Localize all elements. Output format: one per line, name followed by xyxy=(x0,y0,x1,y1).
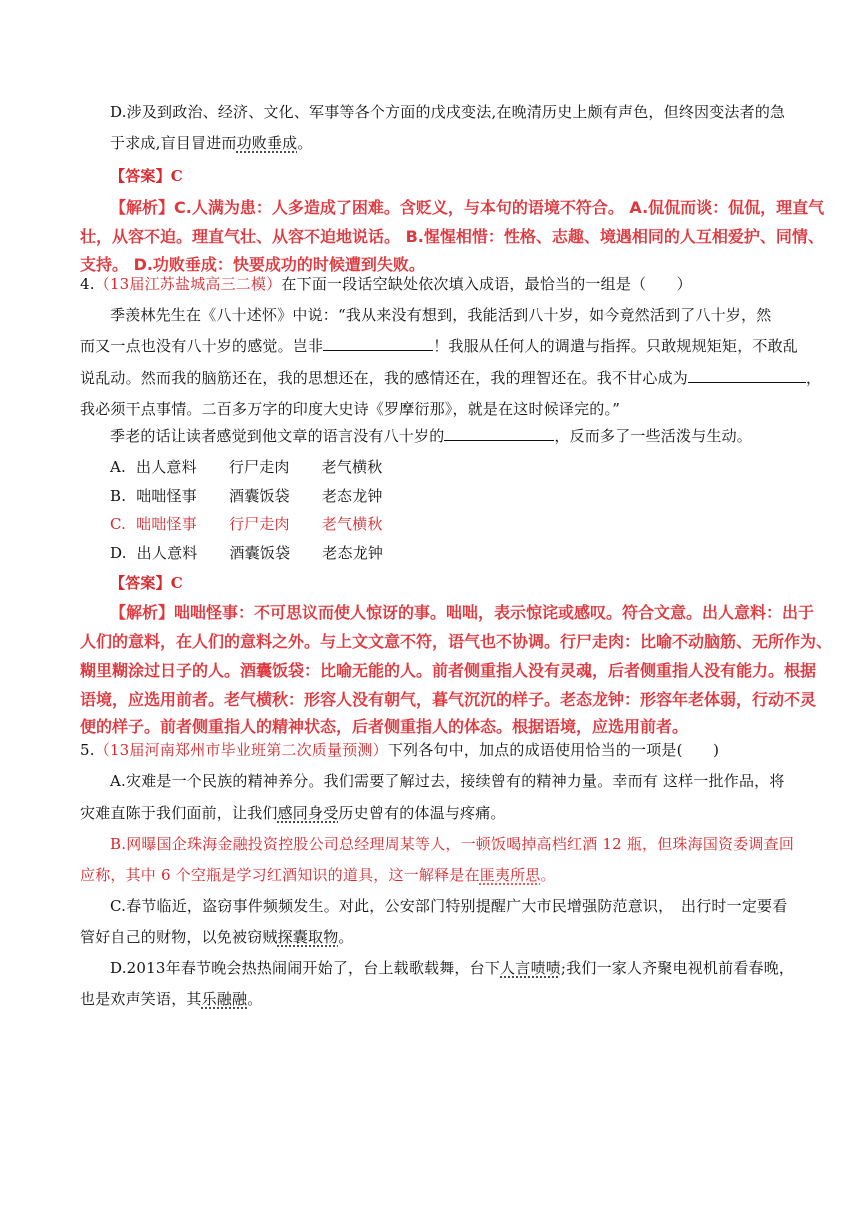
dotted-idiom: 人言啧啧 xyxy=(500,959,561,977)
dotted-idiom: 功败垂成 xyxy=(236,134,298,152)
fill-blank-3 xyxy=(444,426,554,441)
dotted-idiom: 乐融融 xyxy=(201,990,248,1008)
q3-answer: 【答案】C xyxy=(110,167,183,185)
q4-explanation-line3: 糊里糊涂过日子的人。酒囊饭袋：比喻无能的人。前者侧重指人没有灵魂，后者侧重指人没有能力。根据 xyxy=(80,661,817,680)
q4-explanation-line5: 便的样子。前者侧重指人的精神状态，后者侧重指人的体态。根据语境，应选用前者。 xyxy=(80,717,689,736)
dotted-idiom: 感同身受 xyxy=(277,804,339,822)
q3-explanation-line2: 壮，从容不迫。理直气壮、从容不迫地说话。 B.惺惺相惜：性格、志趣、境遇相同的人互相爱护、同情、 xyxy=(80,227,824,246)
q5-option-b-line2: 应称，其中 6 个空瓶是学习红酒知识的道具，这一解释是在匪夷所思。 xyxy=(80,866,556,884)
q4-passage-line2: 而又一点也没有八十岁的感觉。岂非 ！我服从任何人的调遣与指挥。只敢规规矩矩，不敢乱 xyxy=(80,337,799,355)
fill-blank-2 xyxy=(688,368,806,383)
q4-explanation-line2: 人们的意料，在人们的意料之外。与上文文意不符，语气也不协调。行尸走肉：比喻不动脑筋、无所作为、 xyxy=(80,632,833,651)
q5-option-b-line1: B.网曝国企珠海金融投资控股公司总经理周某等人，一顿饭喝掉高档红酒 12 瓶，但珠海国资委调查回 xyxy=(110,835,795,853)
q4-option-c: C. 咄咄怪事 行尸走肉 老气横秋 xyxy=(110,515,383,533)
q3-option-d-line2: 于求成,盲目冒进而功败垂成。 xyxy=(110,134,313,152)
q5-option-a-line2: 灾难直陈于我们面前，让我们感同身受历史曾有的体温与疼痛。 xyxy=(80,804,506,822)
q5-option-d-line2: 也是欢声笑语，其乐融融。 xyxy=(80,990,263,1008)
q4-option-b: B. 咄咄怪事 酒囊饭袋 老态龙钟 xyxy=(110,487,383,505)
q3-explanation-line1: 【解析】C.人满为患：人多造成了困难。含贬义，与本句的语境不符合。 A.侃侃而谈：侃侃，理直气 xyxy=(110,198,825,217)
q4-passage-line1: 季羡林先生在《八十述怀》中说：“我从来没有想到，我能活到八十岁，如今竟然活到了八十岁，然 xyxy=(110,306,772,324)
q5-source: （13届河南郑州市毕业班第二次质量预测） xyxy=(94,741,388,759)
q4-option-a: A. 出人意料 行尸走肉 老气横秋 xyxy=(110,458,383,476)
q4-stem: 4.（13届江苏盐城高三二模）在下面一段话空缺处依次填入成语，最恰当的一组是（ ） xyxy=(80,275,692,293)
dotted-idiom: 匪夷所思 xyxy=(479,866,541,884)
q4-passage-line4: 我必须干点事情。二百多万字的印度大史诗《罗摩衍那》，就是在这时候译完的。” xyxy=(80,400,621,418)
q4-answer: 【答案】C xyxy=(110,574,183,592)
q4-option-d: D. 出人意料 酒囊饭袋 老态龙钟 xyxy=(110,544,384,562)
q5-option-c-line1: C.春节临近，盗窃事件频频发生。对此，公安部门特别提醒广大市民增强防范意识， 出行时一定要看 xyxy=(110,897,788,915)
dotted-idiom: 探囊取物 xyxy=(277,928,339,946)
q5-stem: 5.（13届河南郑州市毕业班第二次质量预测）下列各句中，加点的成语使用恰当的一项是( ) xyxy=(80,741,720,759)
q4-passage-line5: 季老的话让读者感觉到他文章的语言没有八十岁的 ，反而多了一些活泼与生动。 xyxy=(110,427,753,445)
q4-explanation-line1: 【解析】咄咄怪事：不可思议而使人惊讶的事。咄咄，表示惊诧或感叹。符合文意。出人意料：出于 xyxy=(110,603,815,622)
q4-source: （13届江苏盐城高三二模） xyxy=(94,275,282,293)
q5-option-a-line1: A.灾难是一个民族的精神养分。我们需要了解过去，接续曾有的精神力量。幸而有 这样一批作品，将 xyxy=(110,772,785,790)
q4-explanation-line4: 语境，应选用前者。老气横秋：形容人没有朝气，暮气沉沉的样子。老态龙钟：形容年老体弱，行动不灵 xyxy=(80,690,817,709)
q5-option-d-line1: D.2013年春节晚会热热闹闹开始了，台上载歌载舞，台下人言啧啧;我们一家人齐聚电视机前看春晚， xyxy=(110,959,795,977)
q3-option-d-line1: D.涉及到政治、经济、文化、军事等各个方面的戊戌变法,在晚清历史上颇有声色，但终因变法者的急 xyxy=(110,103,786,121)
q5-option-c-line2: 管好自己的财物，以免被窃贼探囊取物。 xyxy=(80,928,354,946)
fill-blank-1 xyxy=(323,336,433,351)
q4-passage-line3: 说乱动。然而我的脑筋还在，我的思想还在，我的感情还在，我的理智还在。我不甘心成为 ， xyxy=(80,369,822,387)
q3-explanation-line3: 支持。 D.功败垂成：快要成功的时候遭到失败。 xyxy=(80,255,425,274)
